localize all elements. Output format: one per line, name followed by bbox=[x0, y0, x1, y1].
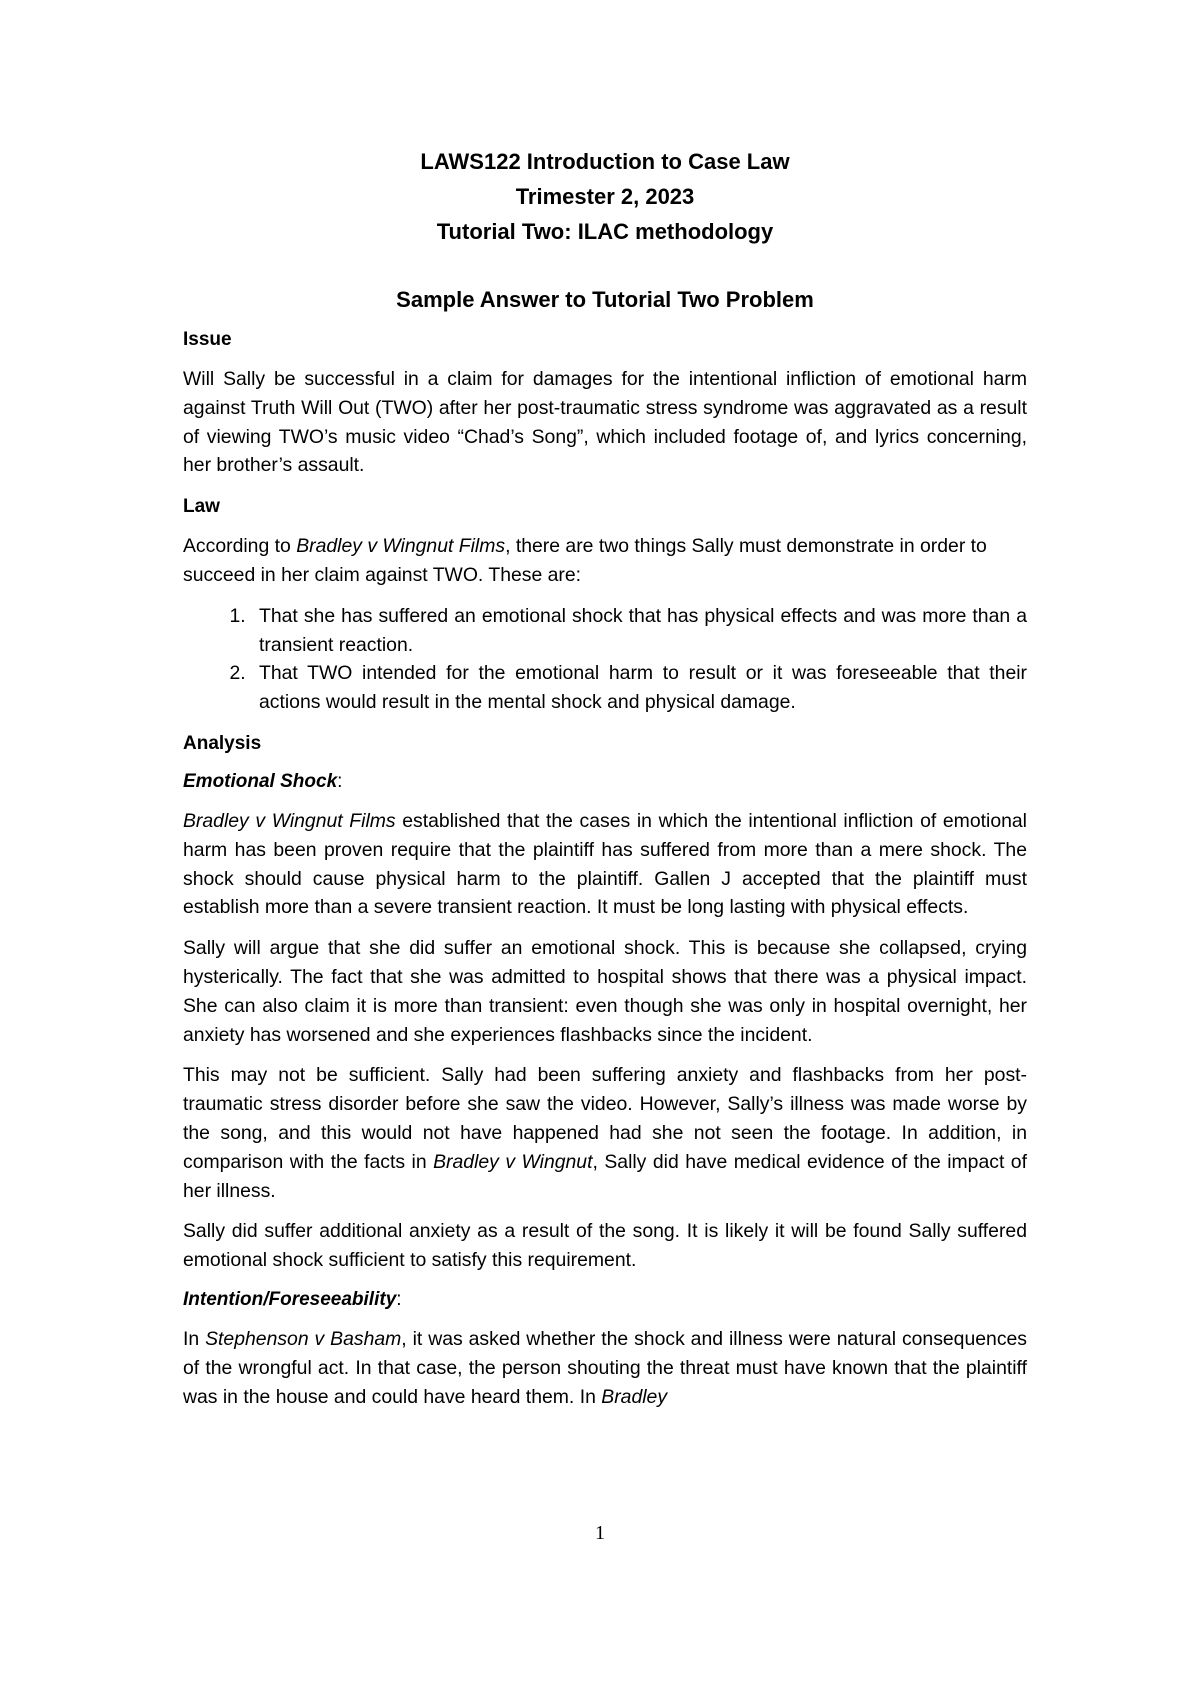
emotional-shock-paragraph-2: Sally will argue that she did suffer an emotional shock. This is because she collapsed, crying hysterically. The fact that she was admitted to hospital shows that there was a physical impact. She can also claim it is more than transient: even though she was only in hospital overnight, her anxiety has worsened and she experiences flashbacks since the incident. bbox=[183, 937, 1027, 1046]
case-name: Bradley v Wingnut bbox=[433, 1150, 593, 1173]
analysis-heading: Analysis bbox=[183, 732, 262, 754]
tutorial-title: Tutorial Two: ILAC methodology bbox=[436, 219, 774, 244]
issue-heading: Issue bbox=[183, 329, 232, 350]
emotional-shock-heading-text: Emotional Shock bbox=[183, 770, 338, 792]
heading-colon: : bbox=[396, 1288, 402, 1310]
document-page bbox=[183, 144, 1027, 1423]
list-item: 2. That TWO intended for the emotional harm to result or it was foreseeable that their actions would result in the mental shock and physical damage. bbox=[251, 659, 1027, 717]
law-heading: Law bbox=[183, 496, 220, 518]
law-intro-text-end: , there are two things Sally must demonstrate in order to succeed in her claim against TWO. These are: bbox=[183, 535, 987, 586]
list-item: 1. That she has suffered an emotional shock that has physical effects and was more than a transient reaction. bbox=[251, 602, 1027, 660]
intention-heading-text: Intention/Foreseeability bbox=[183, 1288, 397, 1310]
page-number: 1 bbox=[595, 1522, 605, 1544]
paragraph-text: established that the cases in which the intentional infliction of emotional harm has been proven require that the plaintiff has suffered from more than a mere shock. The shock should cause physical harm to the plaintiff. Gallen J accepted that the plaintiff must establish more than a severe transient reaction. It must be long lasting with physical effects. bbox=[183, 809, 1027, 919]
issue-paragraph: Will Sally be successful in a claim for damages for the intentional infliction of emotional harm against Truth Will Out (TWO) after her post-traumatic stress syndrome was aggravated as a result of viewing TWO’s music video “Chad’s Song”, which included footage of, and lyrics concerning, her brother’s assault. bbox=[183, 368, 1027, 477]
document-title-block bbox=[183, 144, 1027, 249]
heading-colon: : bbox=[337, 770, 343, 792]
paragraph-text-mid: , it was asked whether the shock and illness were natural consequences of the wrongful act. In that case, the person shouting the threat must have known that the plaintiff was in the house and could have heard them. In bbox=[183, 1327, 1027, 1408]
emotional-shock-paragraph-4: Sally did suffer additional anxiety as a result of the song. It is likely it will be found Sally suffered emotional shock sufficient to satisfy this requirement. bbox=[183, 1220, 1027, 1272]
document-subtitle: Sample Answer to Tutorial Two Problem bbox=[396, 287, 814, 312]
law-requirements-list bbox=[183, 602, 1027, 717]
paragraph-text: This may not be sufficient. Sally had been suffering anxiety and flashbacks from her post-traumatic stress disorder before she saw the video. However, Sally’s illness was made worse by the song, and this would not have happened had she not seen the footage. In addition, in comparison with the facts in bbox=[183, 1064, 1027, 1173]
case-name: Bradley v Wingnut Films bbox=[183, 809, 396, 832]
paragraph-text-end: , Sally did have medical evidence of the impact of her illness. bbox=[183, 1150, 1027, 1202]
law-case-name: Bradley v Wingnut Films bbox=[296, 535, 506, 558]
emotional-shock-paragraph-1 bbox=[183, 807, 1027, 922]
course-title: LAWS122 Introduction to Case Law bbox=[420, 149, 790, 174]
law-intro-paragraph bbox=[183, 532, 1027, 590]
emotional-shock-heading bbox=[183, 769, 1027, 795]
emotional-shock-paragraph-3 bbox=[183, 1061, 1027, 1205]
trimester-line: Trimester 2, 2023 bbox=[515, 184, 695, 209]
case-name-continued: Bradley bbox=[601, 1385, 668, 1408]
case-name: Stephenson v Basham bbox=[205, 1327, 402, 1350]
intention-paragraph-1 bbox=[183, 1325, 1027, 1411]
law-intro-text: According to bbox=[183, 535, 297, 558]
intention-foreseeability-heading bbox=[183, 1287, 1027, 1313]
paragraph-text: In bbox=[183, 1327, 206, 1350]
